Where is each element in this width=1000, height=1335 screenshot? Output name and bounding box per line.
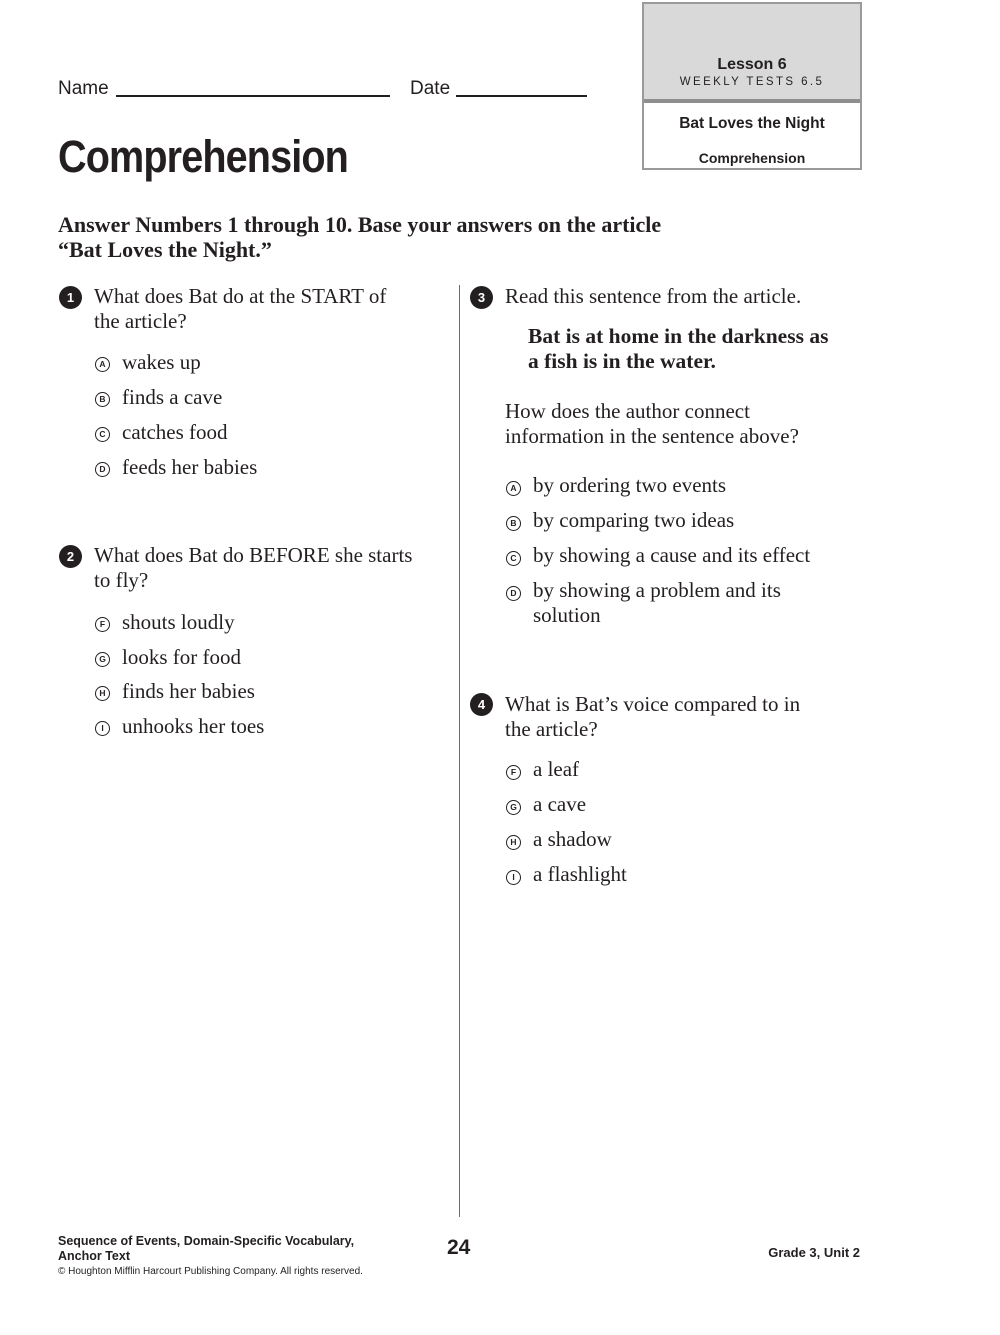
option-text: [533, 578, 781, 628]
date-field[interactable]: [456, 95, 587, 97]
option-text: looks for food: [122, 645, 241, 669]
question-text: [94, 543, 412, 593]
option-text: by comparing two ideas: [533, 508, 735, 532]
option-text: wakes up: [122, 350, 201, 374]
weekly-tests-label: WEEKLY TESTS 6.5: [679, 76, 825, 88]
option-text: catches food: [122, 420, 228, 444]
question-text: [505, 692, 800, 742]
question-number-badge: 1: [59, 286, 82, 309]
lesson-number: Lesson 6: [717, 56, 787, 73]
name-field[interactable]: [116, 95, 390, 97]
answer-bubble-h[interactable]: H: [95, 686, 110, 701]
option-text-line: by showing a problem and its: [533, 578, 781, 602]
name-label: Name: [58, 78, 109, 99]
instructions-line: Answer Numbers 1 through 10. Base your answers on the article: [58, 212, 662, 237]
answer-bubble-c[interactable]: C: [95, 427, 110, 442]
answer-bubble-i[interactable]: I: [506, 870, 521, 885]
option-text: feeds her babies: [122, 455, 258, 479]
question-text-line: information in the sentence above?: [505, 424, 799, 448]
question-text-line: the article?: [94, 309, 187, 333]
answer-bubble-h[interactable]: H: [506, 835, 521, 850]
option-text: unhooks her toes: [122, 714, 265, 738]
question-text: [94, 284, 386, 334]
lesson-box-header: [644, 4, 860, 103]
question-text-line: How does the author connect: [505, 399, 750, 423]
question-number-badge: 4: [470, 693, 493, 716]
option-text-line: solution: [533, 603, 601, 627]
date-label: Date: [410, 78, 451, 99]
lesson-box: [642, 2, 862, 170]
question-intro: Read this sentence from the article.: [505, 284, 802, 308]
grade-unit-label: Grade 3, Unit 2: [768, 1245, 860, 1260]
answer-bubble-a[interactable]: A: [95, 357, 110, 372]
question-text-line: What does Bat do BEFORE she starts: [94, 543, 413, 567]
question-number-badge: 3: [470, 286, 493, 309]
answer-bubble-d[interactable]: D: [95, 462, 110, 477]
answer-bubble-c[interactable]: C: [506, 551, 521, 566]
answer-bubble-g[interactable]: G: [506, 800, 521, 815]
footer-skills-line: Sequence of Events, Domain-Specific Vocabulary,: [58, 1234, 355, 1248]
answer-bubble-a[interactable]: A: [506, 481, 521, 496]
option-text: by showing a cause and its effect: [533, 543, 811, 567]
option-text: a shadow: [533, 827, 612, 851]
option-text: finds a cave: [122, 385, 223, 409]
section-label: Comprehension: [698, 150, 806, 166]
column-divider: [459, 285, 460, 1217]
answer-bubble-b[interactable]: B: [95, 392, 110, 407]
question-text: [505, 399, 799, 449]
article-quote: [528, 324, 828, 374]
question-text-line: What does Bat do at the START of: [94, 284, 387, 308]
answer-bubble-d[interactable]: D: [506, 586, 521, 601]
option-text: a leaf: [533, 757, 580, 781]
copyright-notice: © Houghton Mifflin Harcourt Publishing Company. All rights reserved.: [58, 1266, 363, 1277]
option-text: finds her babies: [122, 679, 255, 703]
answer-bubble-g[interactable]: G: [95, 652, 110, 667]
question-text-line: What is Bat’s voice compared to in: [505, 692, 801, 716]
option-text: by ordering two events: [533, 473, 727, 497]
footer-skills-line: Anchor Text: [58, 1249, 130, 1263]
answer-bubble-b[interactable]: B: [506, 516, 521, 531]
answer-bubble-f[interactable]: F: [506, 765, 521, 780]
option-text: a flashlight: [533, 862, 627, 886]
quote-line: Bat is at home in the darkness as: [528, 324, 829, 348]
option-text: shouts loudly: [122, 610, 235, 634]
page-title: Comprehension: [58, 131, 349, 182]
answer-bubble-i[interactable]: I: [95, 721, 110, 736]
footer-skills: [58, 1234, 388, 1264]
question-text-line: to fly?: [94, 568, 149, 592]
option-text: a cave: [533, 792, 587, 816]
instructions: [58, 212, 738, 262]
story-title: Bat Loves the Night: [679, 115, 825, 132]
question-text-line: the article?: [505, 717, 598, 741]
page-number: 24: [447, 1236, 471, 1259]
instructions-line: “Bat Loves the Night.”: [58, 237, 272, 262]
quote-line: a fish is in the water.: [528, 349, 716, 373]
answer-bubble-f[interactable]: F: [95, 617, 110, 632]
question-number-badge: 2: [59, 545, 82, 568]
